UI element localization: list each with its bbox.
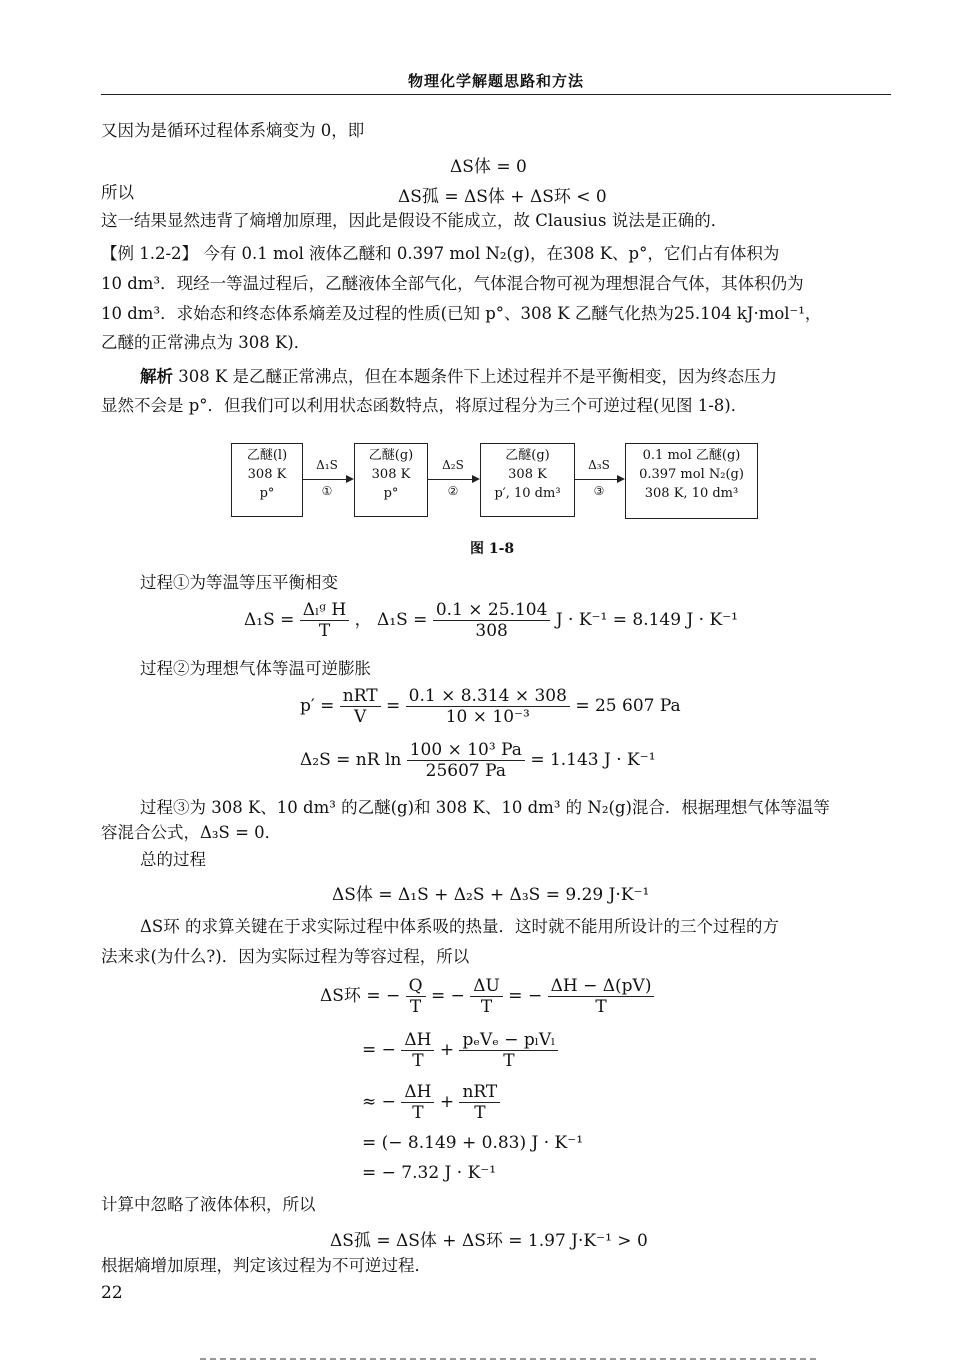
fraction: [300, 600, 349, 641]
fraction: [401, 1082, 434, 1123]
denominator: 10 × 10⁻³: [445, 707, 530, 727]
example-line-3: 10 dm³．求始态和终态体系熵差及过程的性质(已知 p°、308 K 乙醚气化热为25.104 kJ·mol⁻¹，: [101, 304, 822, 323]
analysis-line-2: 显然不会是 p°．但我们可以利用状态函数特点，将原过程分为三个可逆过程(见图 1-8)．: [101, 396, 748, 415]
equation-d2s: [300, 740, 656, 781]
numerator: 100 × 10³ Pa: [407, 740, 525, 761]
running-header: 物理化学解题思路和方法: [407, 72, 584, 90]
fraction: [406, 686, 570, 727]
fraction: [407, 740, 525, 781]
eq-term: = −: [362, 1040, 396, 1060]
env-line-2: 法来求(为什么?)．因为实际过程为等容过程，所以: [101, 947, 470, 966]
numerator: pₑVₑ − pₗVₗ: [459, 1030, 558, 1051]
analysis-label: 解析: [140, 367, 173, 386]
arrow-3-label: Δ₃S: [588, 458, 610, 472]
arrow-1-step: ①: [321, 484, 333, 498]
example-label: 【例 1.2-2】: [101, 244, 199, 263]
numerator: 0.1 × 8.314 × 308: [406, 686, 570, 707]
equation-d1s: [244, 600, 738, 641]
denominator: T: [480, 997, 493, 1017]
equation-total: ΔS体 = Δ₁S + Δ₂S + Δ₃S = 9.29 J·K⁻¹: [332, 885, 650, 905]
box-line: 乙醚(g): [505, 448, 550, 463]
eq-term: Δ₂S = nR ln: [300, 750, 402, 770]
denominator: T: [412, 1051, 424, 1071]
numerator: 0.1 × 25.104: [433, 600, 551, 621]
eq-term: ≈ −: [362, 1092, 396, 1112]
equation-env-3: [362, 1082, 500, 1123]
state-box-3: [480, 443, 575, 517]
denominator: T: [595, 997, 607, 1017]
arrow-2-step: ②: [447, 484, 459, 498]
box-line: 乙醚(l): [246, 448, 288, 463]
box-line: p′, 10 dm³: [494, 486, 561, 501]
denominator: T: [318, 621, 331, 641]
text-suoyi: 所以: [101, 183, 134, 202]
eq-term: +: [439, 1040, 455, 1060]
total-text: 总的过程: [140, 850, 206, 869]
fraction: [340, 686, 381, 727]
box-line: p°: [383, 486, 399, 501]
state-box-1: [231, 443, 303, 517]
analysis-text: 308 K 是乙醚正常沸点，但在本题条件下上述过程并不是平衡相变，因为终态压力: [178, 367, 778, 386]
arrow-1: [303, 479, 352, 480]
denominator: 25607 Pa: [425, 761, 506, 781]
eq-term: Δ₁S =: [244, 610, 295, 630]
fraction: [459, 1030, 558, 1071]
page-number: 22: [101, 1283, 123, 1303]
arrow-3: [575, 479, 623, 480]
box-line: 308 K: [371, 467, 411, 482]
text-line: 又因为是循环过程体系熵变为 0，即: [101, 121, 365, 140]
equation-sys-zero: ΔS体 = 0: [450, 157, 527, 177]
numerator: Δₗᵍ H: [300, 600, 349, 621]
process-3-line-2: 容混合公式，Δ₃S = 0．: [101, 823, 282, 842]
numerator: ΔH: [401, 1082, 434, 1103]
box-line: 乙醚(g): [368, 448, 414, 463]
eq-term: =: [386, 696, 401, 716]
box-line: 308 K: [247, 467, 287, 482]
analysis-line-1: [140, 364, 777, 390]
figure-caption: 图 1-8: [470, 541, 515, 557]
denominator: T: [503, 1051, 515, 1071]
arrow-2: [428, 479, 478, 480]
arrow-2-label: Δ₂S: [442, 458, 464, 472]
text-conclusion: 这一结果显然违背了熵增加原理，因此是假设不能成立，故 Clausius 说法是正确的．: [101, 211, 728, 230]
denominator: 308: [475, 621, 508, 641]
numerator: ΔH: [401, 1030, 434, 1051]
equation-env-5: = − 7.32 J · K⁻¹: [362, 1163, 497, 1183]
example-text: 今有 0.1 mol 液体乙醚和 0.397 mol N₂(g)，在308 K、p°，它们占有体积为: [203, 244, 780, 263]
env-line-1: ΔS环 的求算关键在于求实际过程中体系吸的热量．这时就不能用所设计的三个过程的方: [140, 917, 779, 936]
eq-term: ， Δ₁S =: [354, 610, 428, 630]
eq-term: = 1.143 J · K⁻¹: [530, 750, 656, 770]
header-rule: [101, 94, 891, 95]
process-1-text: 过程①为等温等压平衡相变: [140, 573, 338, 592]
eq-term: = −: [430, 986, 465, 1006]
example-line-1: [101, 241, 779, 267]
box-line: 308 K, 10 dm³: [644, 486, 739, 501]
equation-p-prime: [300, 686, 681, 727]
fraction: [401, 1030, 434, 1071]
numerator: ΔH − Δ(pV): [548, 976, 655, 997]
scan-edge: [200, 1358, 820, 1360]
arrow-1-label: Δ₁S: [316, 458, 338, 472]
fraction: [548, 976, 655, 1017]
state-box-2: [354, 443, 428, 517]
denominator: T: [409, 997, 422, 1017]
ignore-text: 计算中忽略了液体体积，所以: [101, 1195, 316, 1214]
fraction: [433, 600, 551, 641]
fraction: [406, 976, 426, 1017]
fraction: [459, 1082, 500, 1123]
eq-term: = 25 607 Pa: [575, 696, 681, 716]
numerator: nRT: [340, 686, 381, 707]
equation-iso-lt0: ΔS孤 = ΔS体 + ΔS环 < 0: [398, 187, 607, 207]
numerator: Q: [406, 976, 426, 997]
example-line-4: 乙醚的正常沸点为 308 K)．: [101, 333, 311, 352]
equation-env-1: [320, 976, 654, 1017]
final-text: 根据熵增加原理，判定该过程为不可逆过程．: [101, 1256, 431, 1275]
equation-final: ΔS孤 = ΔS体 + ΔS环 = 1.97 J·K⁻¹ > 0: [330, 1231, 648, 1251]
equation-env-2: [362, 1030, 558, 1071]
equation-env-4: = (− 8.149 + 0.83) J · K⁻¹: [362, 1133, 584, 1153]
process-3-line-1: 过程③为 308 K、10 dm³ 的乙醚(g)和 308 K、10 dm³ 的 N₂(g)混合．根据理想气体等温等: [140, 798, 830, 817]
box-line: 0.1 mol 乙醚(g): [642, 448, 741, 463]
denominator: T: [474, 1103, 486, 1123]
state-box-4: [625, 443, 758, 519]
numerator: ΔU: [470, 976, 503, 997]
example-line-2: 10 dm³．现经一等温过程后，乙醚液体全部气化，气体混合物可视为理想混合气体，其体积仍为: [101, 274, 804, 293]
fraction: [470, 976, 503, 1017]
numerator: nRT: [459, 1082, 500, 1103]
eq-term: ΔS环 = −: [320, 986, 401, 1006]
eq-term: p′ =: [300, 696, 335, 716]
eq-term: J · K⁻¹ = 8.149 J · K⁻¹: [555, 610, 738, 630]
denominator: T: [412, 1103, 424, 1123]
eq-term: +: [439, 1092, 455, 1112]
process-2-text: 过程②为理想气体等温可逆膨胀: [140, 659, 371, 678]
box-line: 0.397 mol N₂(g): [639, 467, 744, 482]
box-line: 308 K: [508, 467, 547, 482]
arrow-3-step: ③: [593, 484, 605, 498]
box-line: p°: [259, 486, 275, 501]
eq-term: = −: [508, 986, 543, 1006]
denominator: V: [354, 707, 367, 727]
